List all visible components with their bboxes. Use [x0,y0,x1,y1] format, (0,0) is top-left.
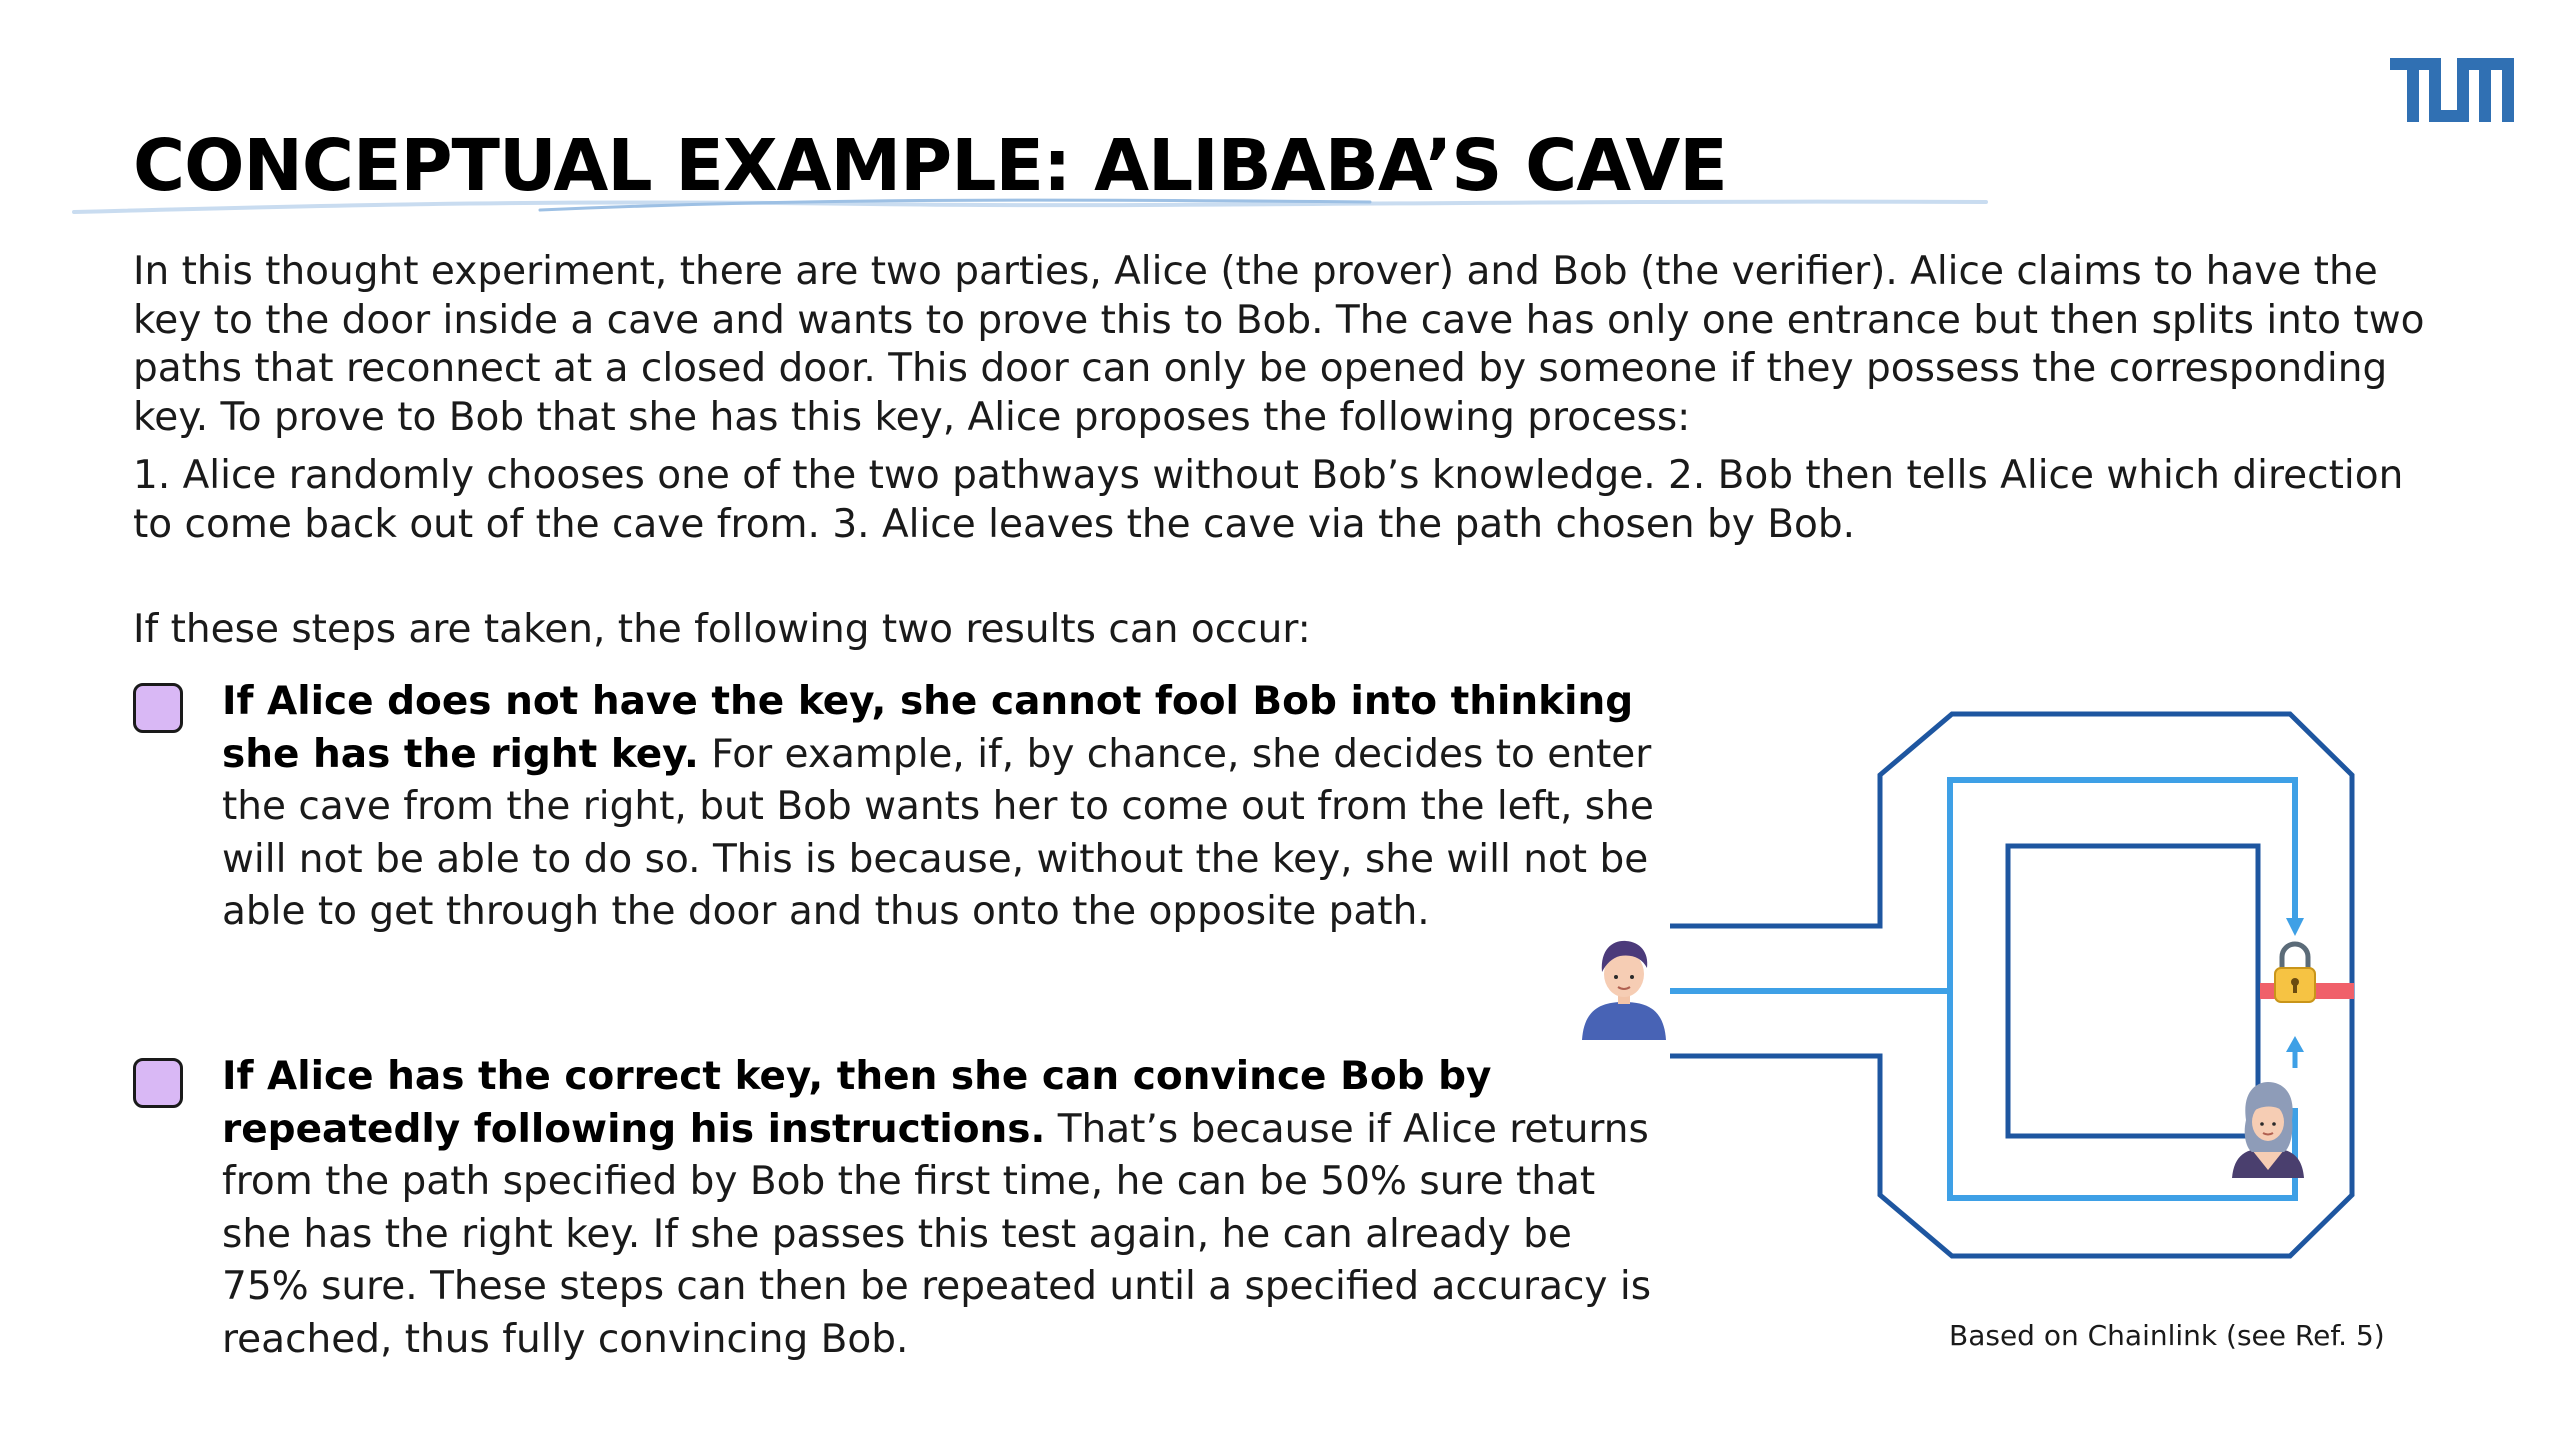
result-text [222,1051,1662,1366]
intro-paragraph: In this thought experiment, there are two parties, Alice (the prover) and Bob (the verifier). Alice claims to have the key to the door inside a cave and wants to prove this to Bob. The cave has only one entrance but then splits into two paths that reconnect at a closed door. This door can only be opened by someone if they possess the corresponding key. To prove to Bob that she has this key, Alice proposes the following process: [133,249,2425,440]
checkbox-icon [133,683,183,733]
title-underline [70,190,1990,220]
result-body: That’s because if Alice returns from the path specified by Bob the first time, he can be 50% sure that she has the right key. If she passes this test again, he can already be 75% sure. These steps can then be repeated until a specified accuracy is reached, thus fully convincing Bob. [222,1106,1652,1362]
arrow-up-icon [2286,1036,2304,1052]
cave-inner-block [2008,846,2258,1136]
result-text [222,676,1662,939]
cave-diagram [1570,700,2450,1280]
arrow-down-icon [2286,918,2304,936]
padlock-icon [2275,944,2315,1002]
result-bold: If Alice does not have the key, she cannot fool Bob into thinking she has the right key. [222,679,1634,777]
result-bold: If Alice has the correct key, then she can convince Bob by repeatedly following his instructions. [222,1054,1492,1152]
checkbox-icon [133,1058,183,1108]
result-body: For example, if, by chance, she decides to enter the cave from the right, but Bob wants her to come out from the left, she will not be able to do so. This is because, without the key, she will not be able to get through the door and thus onto the opposite path. [222,731,1654,934]
results-lead: If these steps are taken, the following two results can occur: [133,607,1311,652]
page-title: CONCEPTUAL EXAMPLE: ALIBABA’S CAVE [133,124,1727,207]
loop-path [1950,780,2295,991]
bob-avatar-icon [1582,941,1666,1040]
figure-caption: Based on Chainlink (see Ref. 5) [1949,1319,2385,1352]
process-steps: 1. Alice randomly chooses one of the two pathways without Bob’s knowledge. 2. Bob then tells Alice which direction to come back out of the cave from. 3. Alice leaves the cave via the path chosen by Bob. [133,453,2404,547]
tum-logo [2390,58,2514,122]
